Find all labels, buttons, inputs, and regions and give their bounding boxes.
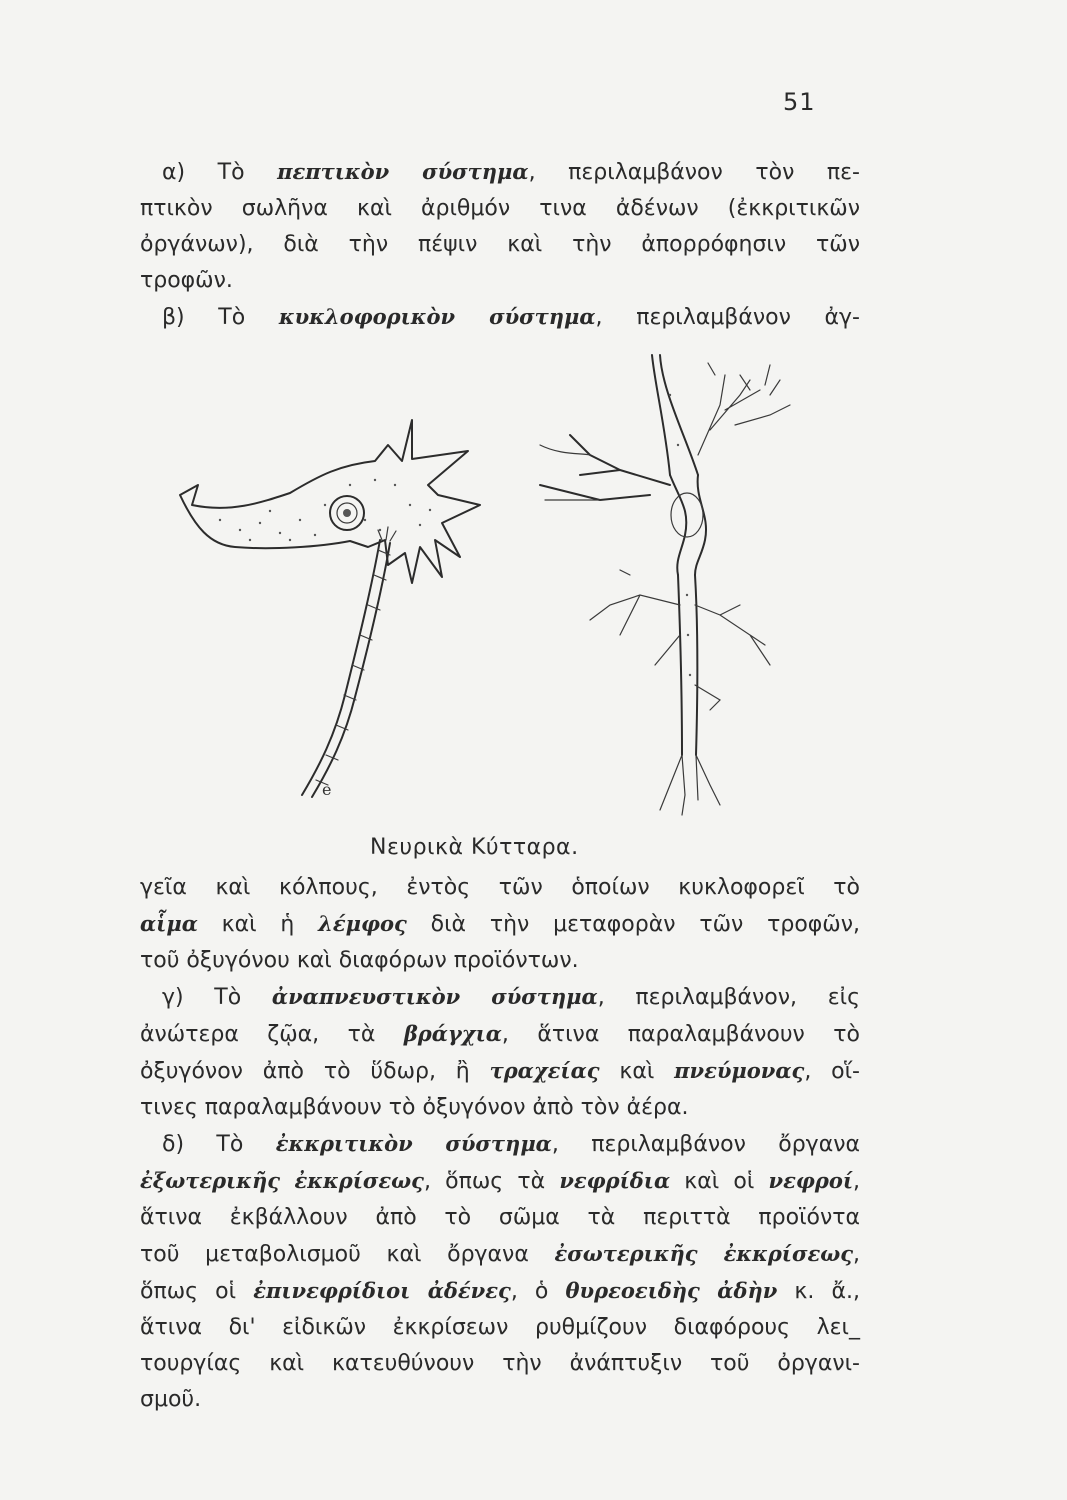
text-span: , ὁ bbox=[510, 1279, 566, 1304]
text-span: α) Τὸ bbox=[162, 160, 278, 185]
term-digestive-system: πεπτικὸν σύστημα bbox=[277, 159, 529, 184]
para2-line1 bbox=[140, 299, 860, 336]
para1-line2: πτικὸν σωλῆνα καὶ ἀριθμόν τινα ἀδένων (ἐκκριτικῶν bbox=[140, 196, 860, 221]
text-span: κ. ἄ., bbox=[777, 1279, 860, 1304]
text-span: καὶ bbox=[599, 1059, 675, 1084]
nerve-cells-figure bbox=[150, 335, 850, 835]
para4-line7: τουργίας καὶ κατευθύνουν τὴν ἀνάπτυξιν τοῦ ὀργανι- bbox=[140, 1351, 860, 1376]
para1-line1 bbox=[140, 154, 860, 191]
top-text-block bbox=[140, 154, 860, 336]
term-lymph: λέμφος bbox=[318, 911, 407, 936]
text-span: ὅπως οἱ bbox=[140, 1279, 254, 1304]
nerve-cells-illustration bbox=[150, 335, 850, 835]
figure-caption: Νευρικὰ Κύτταρα. bbox=[370, 835, 579, 860]
text-span: , περιλαμβάνον ἀγ- bbox=[595, 305, 860, 330]
para2-cont-line3: τοῦ ὀξυγόνου καὶ διαφόρων προϊόντων. bbox=[140, 948, 579, 973]
text-span: , ἅτινα παραλαμβάνουν τὸ bbox=[501, 1022, 860, 1047]
left-neuron-body bbox=[180, 420, 480, 583]
para1-line4: τροφῶν. bbox=[140, 268, 233, 293]
term-nephridia: νεφρίδια bbox=[559, 1168, 671, 1193]
text-span: ἀνώτερα ζῷα, τὰ bbox=[140, 1022, 404, 1047]
term-excretory-system: ἐκκριτικὸν σύστημα bbox=[275, 1131, 552, 1156]
text-span: , ὅπως τὰ bbox=[423, 1169, 560, 1194]
para4-line8: σμοῦ. bbox=[140, 1387, 202, 1412]
term-adrenal-glands: ἐπινεφρίδιοι ἀδένες bbox=[253, 1278, 511, 1303]
text-span: β) Τὸ bbox=[162, 305, 279, 330]
text-span: , bbox=[853, 1169, 860, 1194]
cytoplasm-dots bbox=[219, 479, 431, 541]
text-span: δ) Τὸ bbox=[162, 1132, 276, 1157]
page-number: 51 bbox=[783, 88, 816, 116]
text-span: γ) Τὸ bbox=[162, 985, 272, 1010]
text-span: , bbox=[853, 1242, 860, 1267]
para4-line3: ἅτινα ἐκβάλλουν ἀπὸ τὸ σῶμα τὰ περιττὰ προϊόντα bbox=[140, 1205, 860, 1230]
para4-line5 bbox=[140, 1273, 860, 1310]
axon bbox=[302, 540, 380, 795]
term-lungs: πνεύμονας bbox=[674, 1058, 805, 1083]
para4-line1 bbox=[140, 1126, 860, 1163]
text-span: , περιλαμβάνον, εἰς bbox=[597, 985, 860, 1010]
para4-line2 bbox=[140, 1163, 860, 1200]
label-e: e bbox=[322, 780, 332, 799]
text-span: καὶ ἡ bbox=[197, 912, 319, 937]
para3-line1 bbox=[140, 979, 860, 1016]
para4-line4 bbox=[140, 1236, 860, 1273]
term-respiratory-system: ἀναπνευστικὸν σύστημα bbox=[271, 984, 598, 1009]
para1-line3: ὀργάνων), διὰ τὴν πέψιν καὶ τὴν ἀπορρόφησιν τῶν bbox=[140, 232, 860, 257]
bottom-text-block bbox=[140, 870, 860, 1418]
text-span: , περιλαμβάνον ὄργανα bbox=[551, 1132, 860, 1157]
para3-line3 bbox=[140, 1053, 860, 1090]
text-span: , περιλαμβάνον τὸν πε- bbox=[528, 160, 860, 185]
para3-line2 bbox=[140, 1016, 860, 1053]
text-span: τοῦ μεταβολισμοῦ καὶ ὄργανα bbox=[140, 1242, 555, 1267]
term-gills: βράγχια bbox=[403, 1021, 502, 1046]
term-blood: αἷμα bbox=[140, 911, 198, 936]
para2-cont-line1: γεῖα καὶ κόλπους, ἐντὸς τῶν ὁποίων κυκλοφορεῖ τὸ bbox=[140, 875, 860, 900]
text-span: ὀξυγόνον ἀπὸ τὸ ὕδωρ, ἢ bbox=[140, 1059, 490, 1084]
term-external-secretion: ἐξωτερικῆς ἐκκρίσεως bbox=[140, 1168, 424, 1193]
text-span: διὰ τὴν μεταφορὰν τῶν τροφῶν, bbox=[406, 912, 860, 937]
term-tracheae: τραχείας bbox=[489, 1058, 600, 1083]
para4-line6: ἅτινα δι' εἰδικῶν ἐκκρίσεων ρυθμίζουν διαφόρους λει_ bbox=[140, 1315, 860, 1340]
para2-cont-line2 bbox=[140, 906, 860, 943]
text-span: καὶ οἱ bbox=[670, 1169, 769, 1194]
text-span: , οἵ- bbox=[804, 1059, 860, 1084]
term-internal-secretion: ἐσωτερικῆς ἐκκρίσεως bbox=[554, 1241, 853, 1266]
term-thyroid-gland: θυρεοειδὴς ἀδὴν bbox=[565, 1278, 778, 1303]
term-kidneys: νεφροί bbox=[768, 1168, 853, 1193]
right-neuron bbox=[540, 355, 790, 815]
term-circulatory-system: κυκλοφορικὸν σύστημα bbox=[278, 304, 596, 329]
para3-line4: τινες παραλαμβάνουν τὸ ὀξυγόνον ἀπὸ τὸν ἀέρα. bbox=[140, 1095, 689, 1120]
